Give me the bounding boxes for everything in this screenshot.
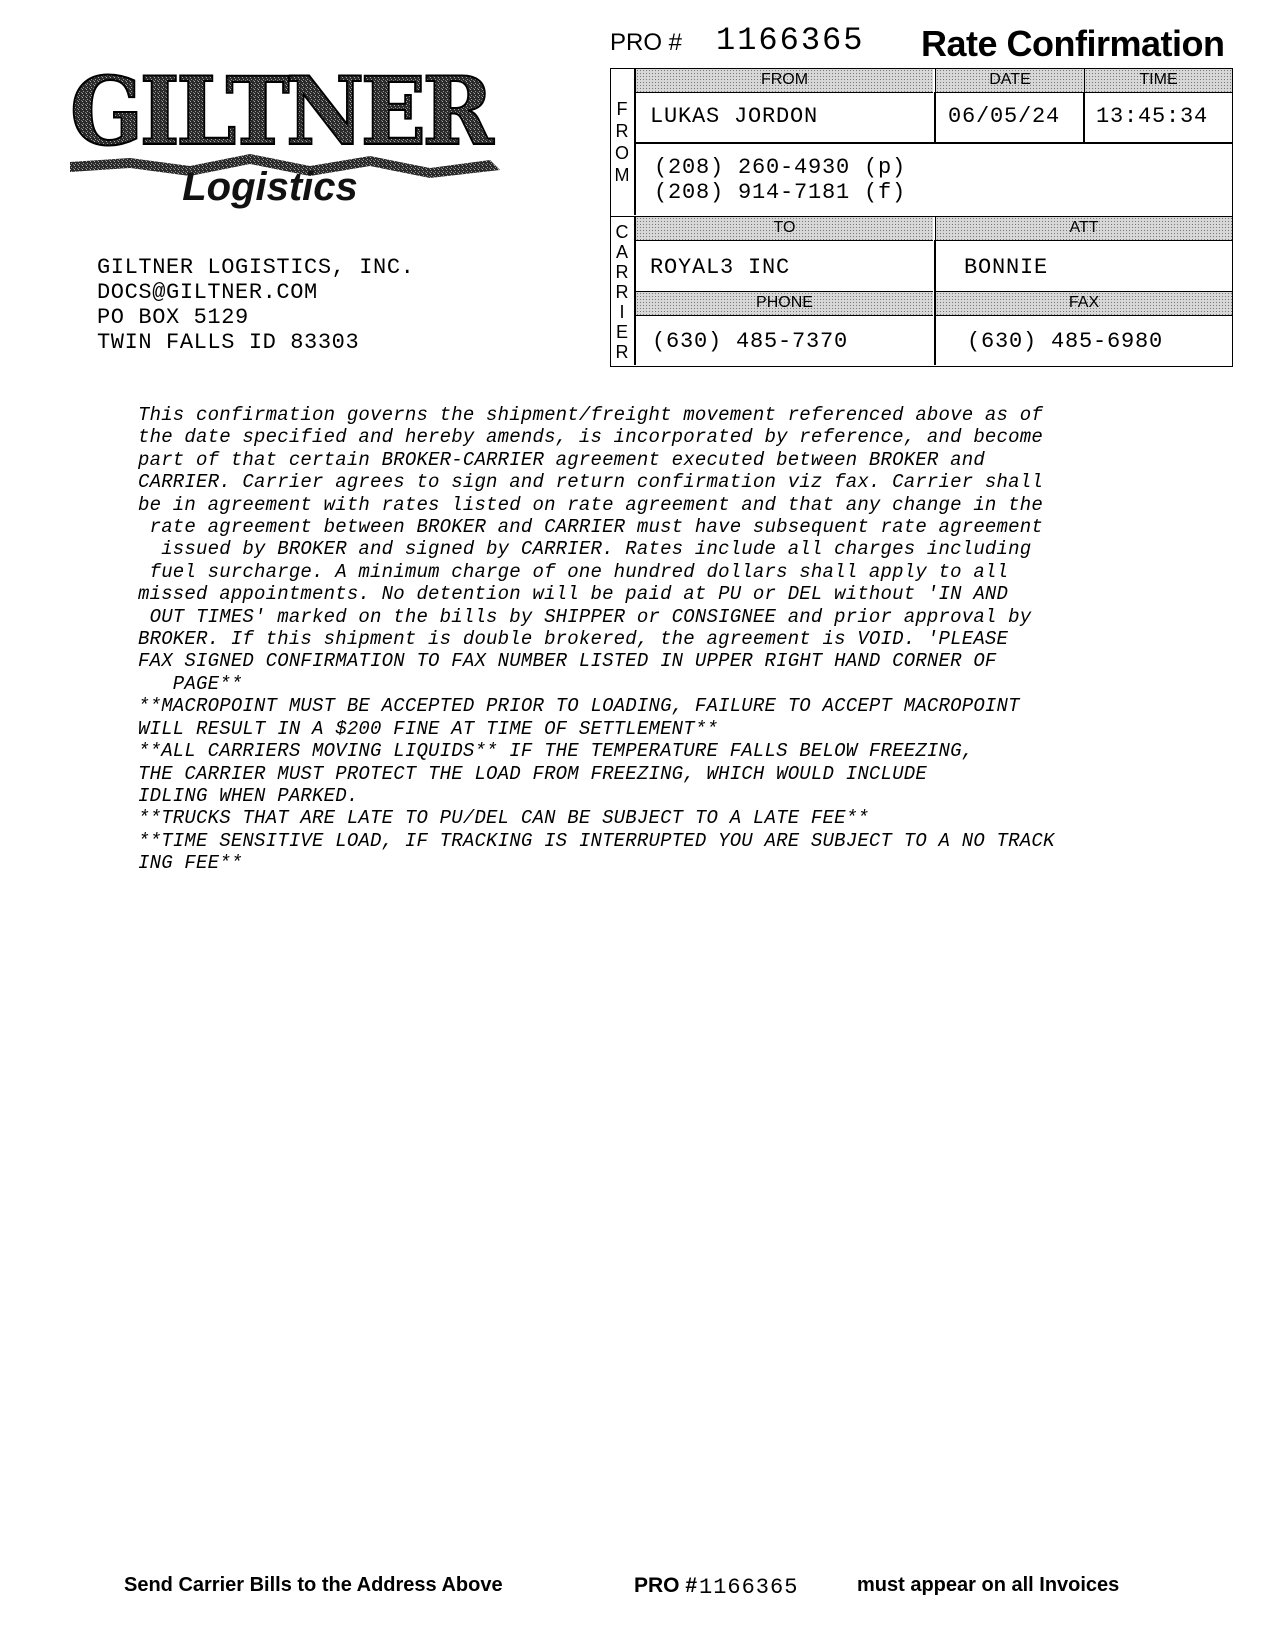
footer-bills-note: Send Carrier Bills to the Address Above <box>124 1574 503 1596</box>
carrier-to: ROYAL3 INC <box>650 255 791 280</box>
company-email: DOCS@GILTNER.COM <box>97 280 318 305</box>
logo-subtitle: Logistics <box>182 165 358 209</box>
from-phone: (208) 260-4930 (p) <box>654 155 907 180</box>
company-po-box: PO BOX 5129 <box>97 305 249 330</box>
from-date: 06/05/24 <box>948 104 1061 129</box>
to-header: TO <box>636 217 933 241</box>
carrier-fax: (630) 485-6980 <box>967 329 1164 354</box>
from-side-label: F R O M <box>614 99 630 185</box>
carrier-phone: (630) 485-7370 <box>652 329 849 354</box>
footer-invoice-note: must appear on all Invoices <box>857 1574 1120 1596</box>
footer-pro-label: PRO # <box>634 1574 698 1597</box>
page-title: Rate Confirmation <box>921 23 1225 64</box>
footer-pro-number: 1166365 <box>699 1575 799 1600</box>
terms-text: This confirmation governs the shipment/freight movement referenced above as of the date specified and hereby amends, is incorporated by reference, and become part of that certain BROKER-CARRIER agreement executed between BROKER and CARRIER. Carrier agrees to sign and return confirmation viz fax. Carrier shall be in agreement with rates listed on rate agreement and that any change in the rate agreement between BROKER and CARRIER must have subsequent rate agreement issued by BROKER and signed by CARRIER. Rates include all charges including fuel surcharge. A minimum charge of one hundred dollars shall apply to all missed appointments. No detention will be paid at PU or DEL without 'IN AND OUT TIMES' marked on the bills by SHIPPER or CONSIGNEE and prior approval by BROKER. If this shipment is double brokered, the agreement is VOID. 'PLEASE FAX SIGNED CONFIRMATION TO FAX NUMBER LISTED IN UPPER RIGHT HAND CORNER OF PAGE** **MACROPOINT MUST BE ACCEPTED PRIOR TO LOADING, FAILURE TO ACCEPT MACROPOINT WILL RESULT IN A $200 FINE AT TIME OF SETTLEMENT** **ALL CARRIERS MOVING LIQUIDS** IF THE TEMPERATURE FALLS BELOW FREEZING, THE CARRIER MUST PROTECT THE LOAD FROM FREEZING, WHICH WOULD INCLUDE IDLING WHEN PARKED. **TRUCKS THAT ARE LATE TO PU/DEL CAN BE SUBJECT TO A LATE FEE** **TIME SENSITIVE LOAD, IF TRACKING IS INTERRUPTED YOU ARE SUBJECT TO A NO TRACK ING FEE** <box>138 404 1055 875</box>
pro-number: 1166365 <box>716 22 865 59</box>
logo-brand: GILTNER <box>70 62 495 167</box>
phone-header: PHONE <box>636 291 933 316</box>
att-header: ATT <box>935 217 1232 241</box>
time-header: TIME <box>1084 69 1232 93</box>
carrier-att: BONNIE <box>964 255 1049 280</box>
from-header: FROM <box>636 69 933 93</box>
company-city: TWIN FALLS ID 83303 <box>97 330 360 355</box>
company-address <box>97 255 414 355</box>
fax-header: FAX <box>935 291 1232 316</box>
giltner-logo <box>50 62 510 232</box>
from-time: 13:45:34 <box>1096 104 1209 129</box>
carrier-side-label: C A R R I E R <box>615 222 629 362</box>
from-name: LUKAS JORDON <box>650 104 819 129</box>
pro-label: PRO # <box>610 29 683 56</box>
company-name: GILTNER LOGISTICS, INC. <box>97 255 415 280</box>
from-fax: (208) 914-7181 (f) <box>654 180 907 205</box>
date-header: DATE <box>935 69 1084 93</box>
